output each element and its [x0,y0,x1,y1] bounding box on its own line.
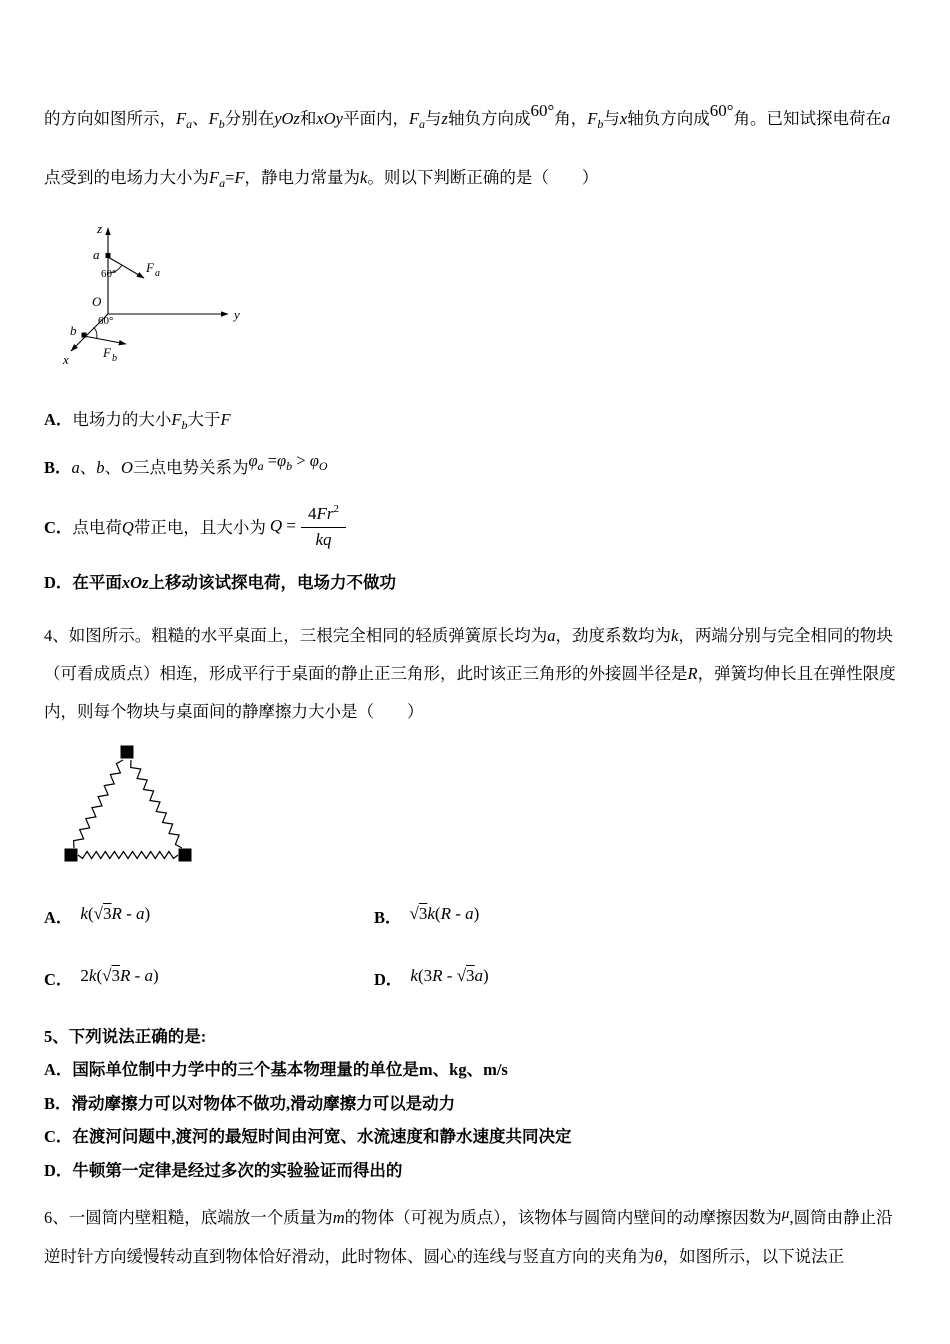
angle-b-label: 60° [98,315,114,327]
force-fa-label: F [146,260,154,275]
q3-option-b-formula: $\varphi_a =\varphi_b > \varphi_O$ [248,451,328,473]
q4-option-c-letter: C． [44,969,73,989]
q4-figure-wrap [58,741,906,874]
point-a-label: a [93,247,100,262]
block-top [121,745,134,758]
origin-label: O [92,294,102,309]
x-axis-label: x [63,352,69,367]
spring-left-edge [74,760,123,848]
q3-option-b [44,451,906,490]
q4-option-d-formula: k(3R - √3a) [410,965,489,985]
q5-option-a: A．国际单位制中力学中的三个基本物理量的单位是m、kg、m/s [44,1060,508,1080]
q3-intro-paragraph: 的方向如图所示，$F_a$、$F_b$分别在yOz和xOy平面内，$F_a$与z轴负方向成60°角，$F_b$与x轴负方向成60°角。已知试探电荷在a点受到的电场力大小为$F_a=F$，静电力常量为k。则以下判断正确的是（ ） [44,101,891,190]
q3-option-a: A．电场力的大小$F_b$大于F [44,410,231,432]
q3-figure-3d-axes [56,216,266,384]
q4-option-a-letter: A． [44,907,73,927]
block-bottom-left [65,848,78,861]
q4-option-b [374,900,489,936]
q4-option-d [374,962,489,998]
force-fb-label: F [103,345,111,360]
y-axis-label: y [234,307,240,322]
q4-option-d-letter: D． [374,969,403,989]
q5-header: 5、下列说法正确的是: [44,1026,207,1046]
z-axis-label: z [97,221,103,236]
q3-option-c [44,504,906,554]
q3-figure-wrap [56,216,906,389]
force-fb-arrow [84,336,126,344]
spring-right-edge [131,760,182,848]
q4-options [44,900,906,998]
block-bottom-right [179,848,192,861]
point-b-label: b [70,323,77,338]
force-fa-label-sub: a [155,268,160,279]
q4-option-b-letter: B． [374,907,402,927]
force-fb-label-sub: b [112,353,117,364]
q6-stem: 6、一圆筒内壁粗糙，底端放一个质量为m的物体（可视为质点），该物体与圆筒内壁间的动摩擦因数为μ,圆筒由静止沿逆时针方向缓慢转动直到物体恰好滑动，此时物体、圆心的连线与竖直方向的夹角为θ，如图所示，以下说法正 [44,1206,893,1267]
q4-figure-spring-triangle [58,741,203,869]
q4-stem: 4、如图所示。粗糙的水平桌面上，三根完全相同的轻质弹簧原长均为a，劲度系数均为k，两端分别与完全相同的物块（可看成质点）相连，形成平行于桌面的静止正三角形，此时该正三角形的外接圆半径是R，弹簧均伸长且在弹性限度内，则每个物块与桌面间的静摩擦力大小是（ ） [44,625,896,721]
q3-option-d: D．在平面xOz上移动该试探电荷，电场力不做功 [44,572,397,592]
q5-option-d: D．牛顿第一定律是经过多次的实验验证而得出的 [44,1160,403,1180]
fraction-denominator: kq [315,529,332,549]
q4-option-c [44,962,374,998]
angle-a-label: 60° [101,268,117,280]
q5-option-c: C．在渡河问题中,渡河的最短时间由河宽、水流速度和静水速度共同决定 [44,1127,572,1147]
spring-bottom-edge [78,851,178,858]
q5-block [44,1020,906,1188]
q3-option-c-text: C．点电荷Q带正电，且大小为 [44,517,266,537]
q5-option-b: B．滑动摩擦力可以对物体不做功,滑动摩擦力可以是动力 [44,1093,456,1113]
q3-option-b-text: B．a、b、O三点电势关系为 [44,458,249,477]
q4-option-a [44,900,374,936]
q3-option-c-fraction [301,502,346,552]
angle-arc-b [94,327,97,338]
q4-option-b-formula: √3k(R - a) [409,903,480,923]
q4-option-a-formula: k(√3R - a) [80,903,151,923]
q4-option-c-formula: 2k(√3R - a) [80,965,159,985]
fraction-numerator: 4Fr$^2$ [301,502,346,528]
q3-option-c-lhs: Q = [269,515,296,535]
q3-option-c-formula [269,503,346,549]
